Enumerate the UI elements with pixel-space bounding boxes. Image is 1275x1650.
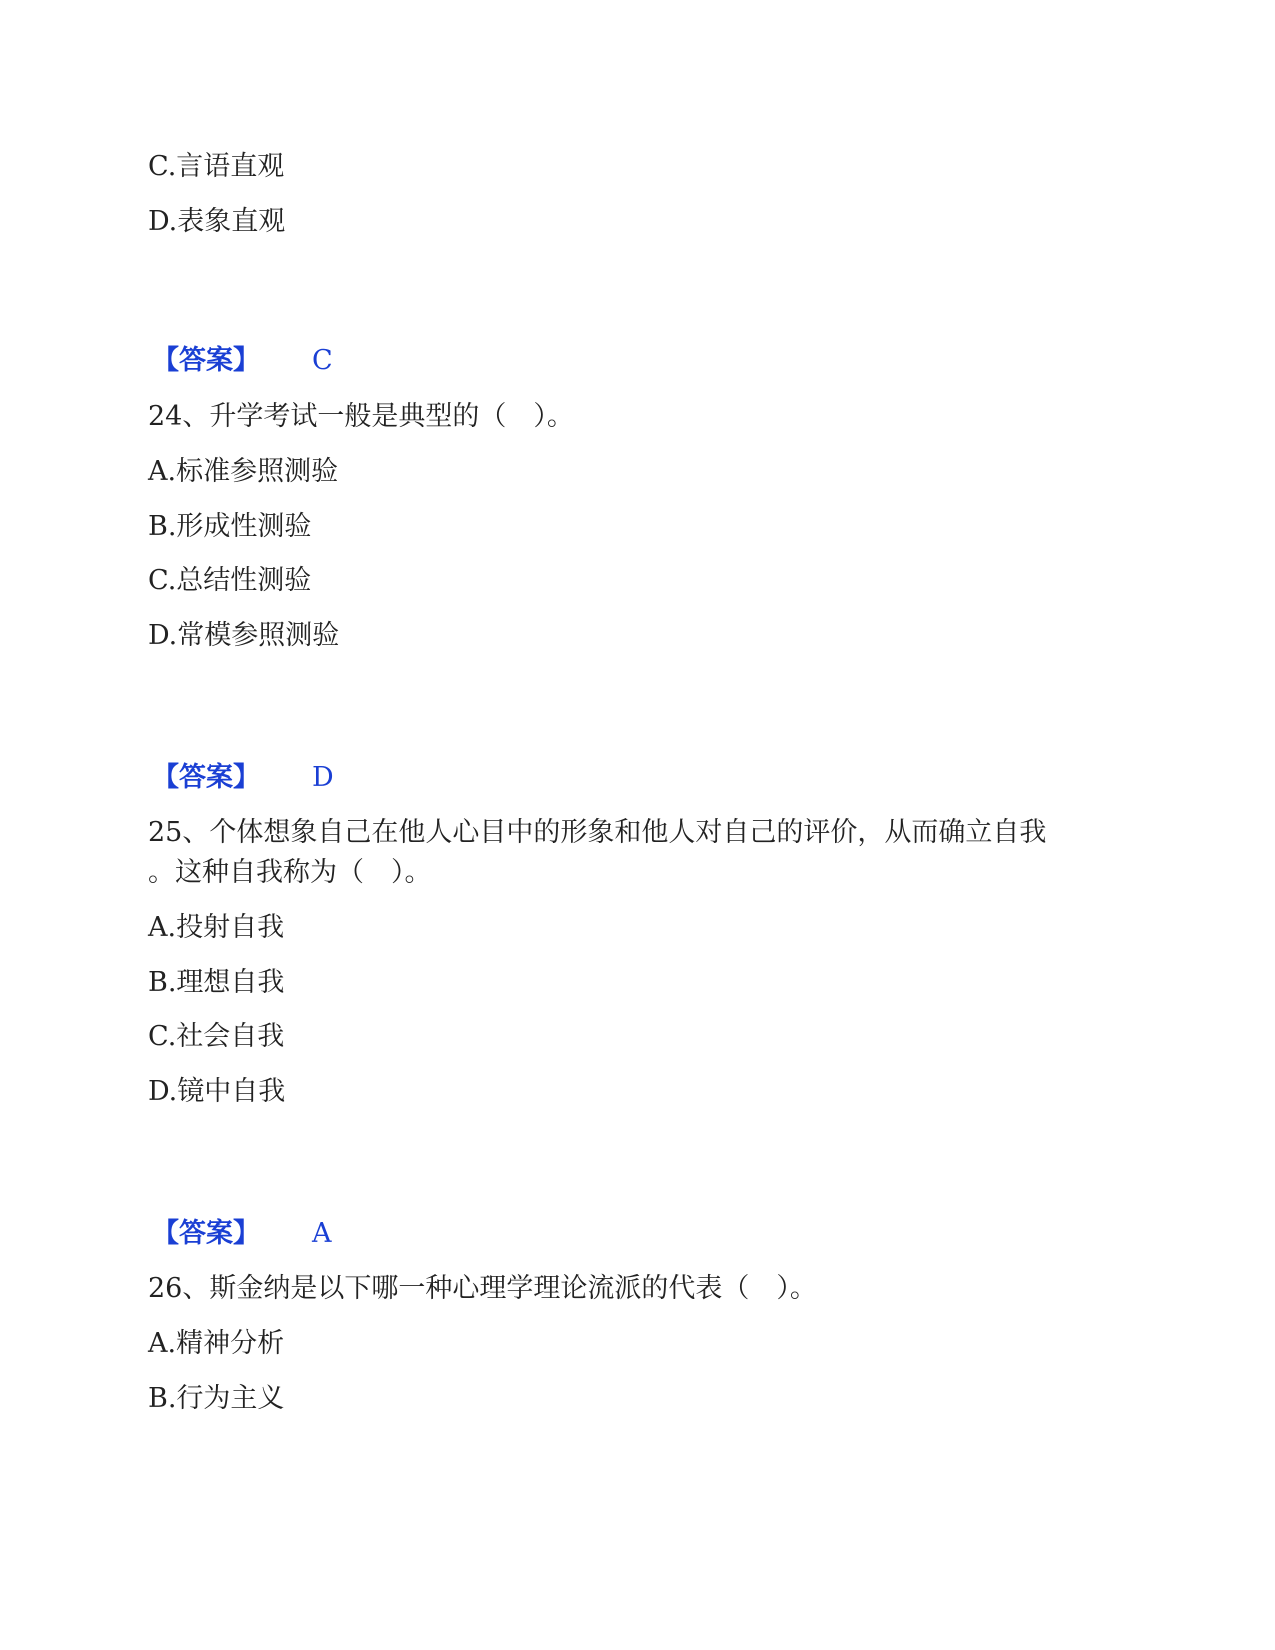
q26-option-b: B.行为主义 <box>148 1383 285 1414</box>
q24-option-c: C.总结性测验 <box>148 565 312 596</box>
q24-option-a: A.标准参照测验 <box>148 456 339 487</box>
answer-value: C <box>312 345 333 376</box>
q23-option-c: C.言语直观 <box>148 151 285 182</box>
q25-option-c: C.社会自我 <box>148 1021 285 1052</box>
q24-stem: 24、升学考试一般是典型的（ ）。 <box>148 401 574 432</box>
q25-option-d: D.镜中自我 <box>148 1076 286 1107</box>
q26-option-a: A.精神分析 <box>148 1328 285 1359</box>
q25-stem-line1: 25、个体想象自己在他人心目中的形象和他人对自己的评价，从而确立自我 <box>148 817 1047 848</box>
q26-stem: 26、斯金纳是以下哪一种心理学理论流派的代表（ ）。 <box>148 1273 817 1304</box>
answer-value: D <box>312 762 334 793</box>
answer-label: 【答案】 <box>152 762 260 793</box>
q25-option-b: B.理想自我 <box>148 967 285 998</box>
answer-label: 【答案】 <box>152 1218 260 1249</box>
answer-value: A <box>312 1218 332 1249</box>
q23-answer <box>152 344 333 378</box>
answer-label: 【答案】 <box>152 345 260 376</box>
q23-option-d: D.表象直观 <box>148 206 286 237</box>
q24-option-d: D.常模参照测验 <box>148 620 340 651</box>
q25-option-a: A.投射自我 <box>148 912 285 943</box>
q24-option-b: B.形成性测验 <box>148 511 312 542</box>
q25-answer <box>152 1217 332 1251</box>
q25-stem-line2: 。这种自我称为（ ）。 <box>148 857 432 888</box>
q24-answer <box>152 761 334 795</box>
